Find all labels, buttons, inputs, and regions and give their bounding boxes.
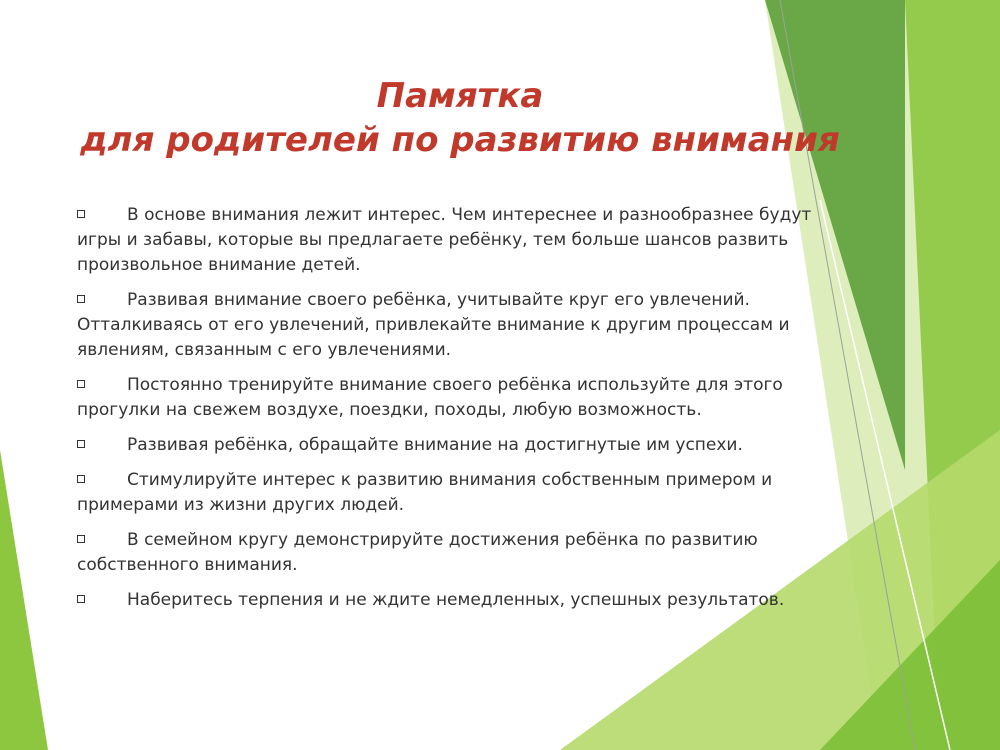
- list-item: [77, 588, 827, 613]
- list-item-text: Развивая ребёнка, обращайте внимание на достигнутые им успехи.: [127, 435, 743, 455]
- decor-left-wedge: [0, 450, 48, 750]
- list-item-text: Постоянно тренируйте внимание своего ребёнка используйте для этого прогулки на свежем воздухе, поездки, походы, любую возможность.: [77, 375, 783, 420]
- square-bullet-icon: [77, 380, 85, 388]
- list-item: [77, 288, 827, 363]
- square-bullet-icon: [77, 210, 85, 218]
- list-item-text: В семейном кругу демонстрируйте достижения ребёнка по развитию собственного внимания.: [77, 530, 758, 575]
- list-item-text: Развивая внимание своего ребёнка, учитывайте круг его увлечений. Отталкиваясь от его увлечений, привлекайте внимание к другим процессам и явлениям, связанным с его увлечениями.: [77, 290, 790, 360]
- list-item: [77, 433, 827, 458]
- title-line-1: Памятка: [376, 76, 544, 116]
- list-item: [77, 528, 827, 578]
- list-item: [77, 468, 827, 518]
- square-bullet-icon: [77, 475, 85, 483]
- square-bullet-icon: [77, 295, 85, 303]
- square-bullet-icon: [77, 535, 85, 543]
- list-item: [77, 203, 827, 278]
- page-title: [60, 74, 860, 162]
- list-item-text: В основе внимания лежит интерес. Чем интереснее и разнообразнее будут игры и забавы, которые вы предлагаете ребёнку, тем больше шансов развить произвольное внимание детей.: [77, 205, 812, 275]
- list-item: [77, 373, 827, 423]
- title-line-2: для родителей по развитию внимания: [80, 120, 840, 160]
- square-bullet-icon: [77, 440, 85, 448]
- list-item-text: Наберитесь терпения и не ждите немедленных, успешных результатов.: [127, 590, 785, 610]
- list-item-text: Стимулируйте интерес к развитию внимания собственным примером и примерами из жизни других людей.: [77, 470, 773, 515]
- advice-list: [77, 203, 827, 623]
- square-bullet-icon: [77, 595, 85, 603]
